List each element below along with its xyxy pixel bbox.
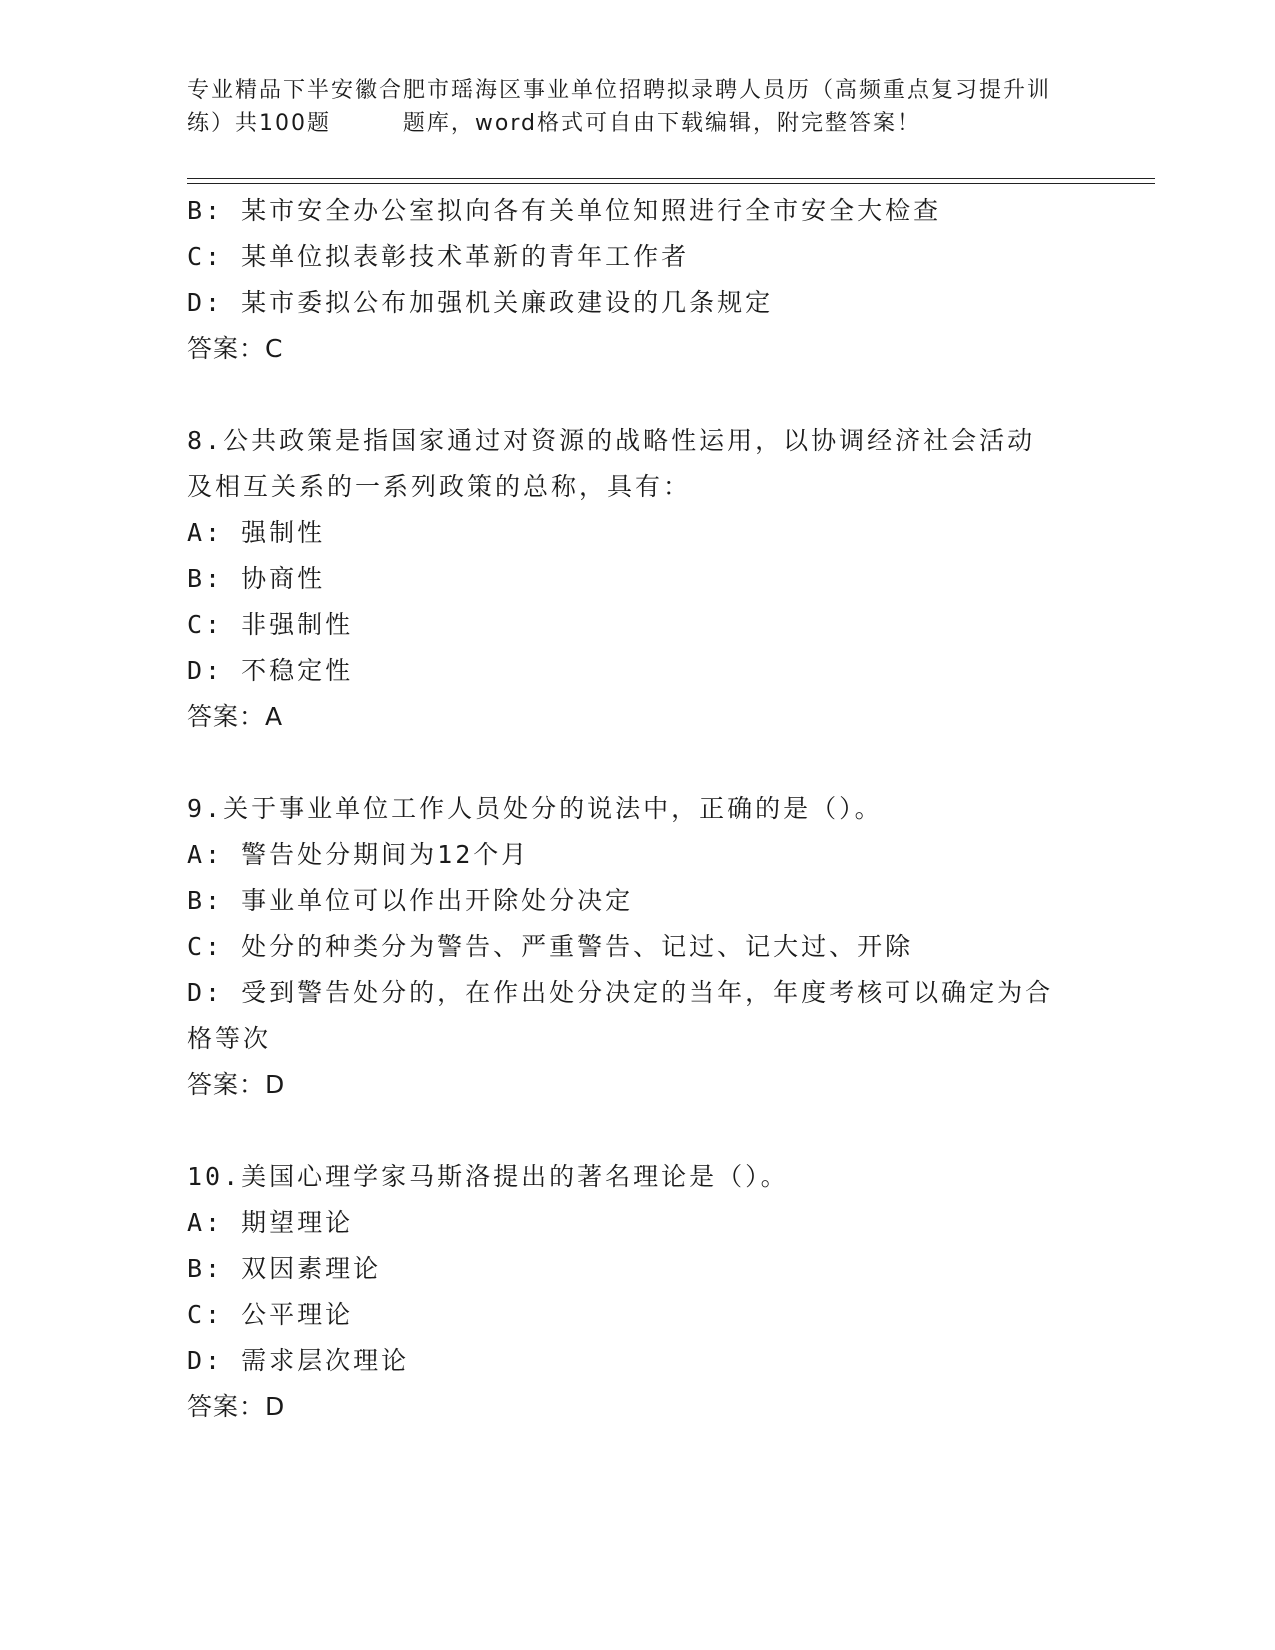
answer: 答案：C bbox=[187, 334, 284, 363]
answer: 答案：A bbox=[187, 702, 284, 731]
option-c: C: 处分的种类分为警告、严重警告、记过、记大过、开除 bbox=[187, 932, 914, 961]
question-text: 10.美国心理学家马斯洛提出的著名理论是（）。 bbox=[187, 1162, 789, 1191]
option-b: B: 协商性 bbox=[187, 564, 326, 593]
option-c: C: 公平理论 bbox=[187, 1300, 354, 1329]
question-text: 9.关于事业单位工作人员处分的说法中，正确的是（）。 bbox=[187, 794, 883, 823]
spacer bbox=[187, 1108, 1087, 1154]
question-list bbox=[187, 188, 1087, 1430]
option-a: A: 警告处分期间为12个月 bbox=[187, 840, 530, 869]
question-10 bbox=[187, 1154, 1087, 1430]
header-line-2: 练）共100题 题库，word格式可自由下载编辑，附完整答案！ bbox=[187, 111, 922, 136]
answer: 答案：D bbox=[187, 1392, 286, 1421]
option-d: D: 受到警告处分的，在作出处分决定的当年，年度考核可以确定为合 bbox=[187, 978, 1054, 1007]
option-d: D: 需求层次理论 bbox=[187, 1346, 410, 1375]
document-header bbox=[187, 74, 1087, 140]
header-divider-bottom bbox=[187, 183, 1155, 184]
option-a: A: 强制性 bbox=[187, 518, 326, 547]
option-b: B: 双因素理论 bbox=[187, 1254, 382, 1283]
option-c: C: 某单位拟表彰技术革新的青年工作者 bbox=[187, 242, 690, 271]
option-b: B: 某市安全办公室拟向各有关单位知照进行全市安全大检查 bbox=[187, 196, 942, 225]
header-divider-top bbox=[187, 178, 1155, 179]
question-9 bbox=[187, 786, 1087, 1108]
spacer bbox=[187, 740, 1087, 786]
option-c: C: 非强制性 bbox=[187, 610, 354, 639]
header-line-1: 专业精品下半安徽合肥市瑶海区事业单位招聘拟录聘人员历（高频重点复习提升训 bbox=[187, 78, 1052, 103]
spacer bbox=[187, 372, 1087, 418]
option-a: A: 期望理论 bbox=[187, 1208, 354, 1237]
question-8 bbox=[187, 418, 1087, 740]
answer: 答案：D bbox=[187, 1070, 286, 1099]
option-d: D: 不稳定性 bbox=[187, 656, 354, 685]
option-d: D: 某市委拟公布加强机关廉政建设的几条规定 bbox=[187, 288, 774, 317]
option-b: B: 事业单位可以作出开除处分决定 bbox=[187, 886, 634, 915]
question-text: 8.公共政策是指国家通过对资源的战略性运用，以协调经济社会活动 bbox=[187, 426, 1036, 455]
question-7-tail bbox=[187, 188, 1087, 372]
option-d-continued: 格等次 bbox=[187, 1024, 272, 1053]
question-text: 及相互关系的一系列政策的总称，具有： bbox=[187, 472, 692, 501]
